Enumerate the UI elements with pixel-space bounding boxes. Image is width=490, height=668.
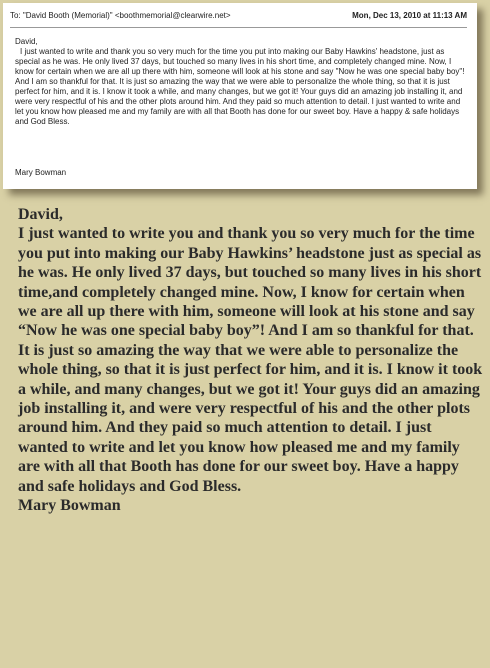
email-screenshot bbox=[3, 3, 477, 189]
email-recipient: To: "David Booth (Memorial)" <boothmemorial@clearwire.net> bbox=[10, 11, 231, 20]
email-date: Mon, Dec 13, 2010 at 11:13 AM bbox=[352, 11, 467, 20]
letter-transcript bbox=[18, 205, 484, 516]
transcript-greeting: David, bbox=[18, 206, 63, 223]
email-header bbox=[10, 11, 467, 25]
transcript-body: I just wanted to write you and thank you so very much for the time you put into making our Baby Hawkins’ headstone just as special as he was. He only lived 37 days, but touched so many lives in his short time,and completely changed mine. Now, I know for certain when we are all up there with him, someone will look at his stone and say “Now he was one special baby boy”! And I am so thankful for that. It is just so amazing the way that we were able to personalize the whole thing, so that it is just perfect for him, and it is. I know it took a while, and many changes, but we got it! Your guys did an amazing job installing it, and were very respectful of his and the other plots around him. And they paid so much attention to detail. I just wanted to write and let you know how pleased me and my family are with all that Booth has done for our sweet boy. Have a happy and safe holidays and God Bless. bbox=[18, 225, 483, 495]
transcript-signature: Mary Bowman bbox=[18, 497, 121, 515]
email-signature: Mary Bowman bbox=[15, 168, 67, 177]
email-greeting: David, bbox=[15, 37, 38, 46]
email-message: I just wanted to write and thank you so very much for the time you put into making our Baby Hawkins' headstone, just as special as he was. He only lived 37 days, but touched so many lives in his short time, and completely changed mine. Now, I know for certain when we are all up there with him, someone will look at his stone and say "Now he was one special baby boy"! And I am so thankful for that. It is just so amazing the way that we were able to personalize the whole thing, so that it is just perfect for him, and it is. I know it took a while, and many changes, but we got it! Your guys did an amazing job installing it, and were very respectful of his and the other plots around him. And they paid so much attention to detail. I just wanted to write and let you know how pleased me and my family are with all that Booth has done for our sweet boy. Have a happy & safe holidays and God Bless. bbox=[15, 47, 465, 126]
email-body bbox=[15, 37, 467, 127]
email-divider bbox=[10, 27, 467, 28]
